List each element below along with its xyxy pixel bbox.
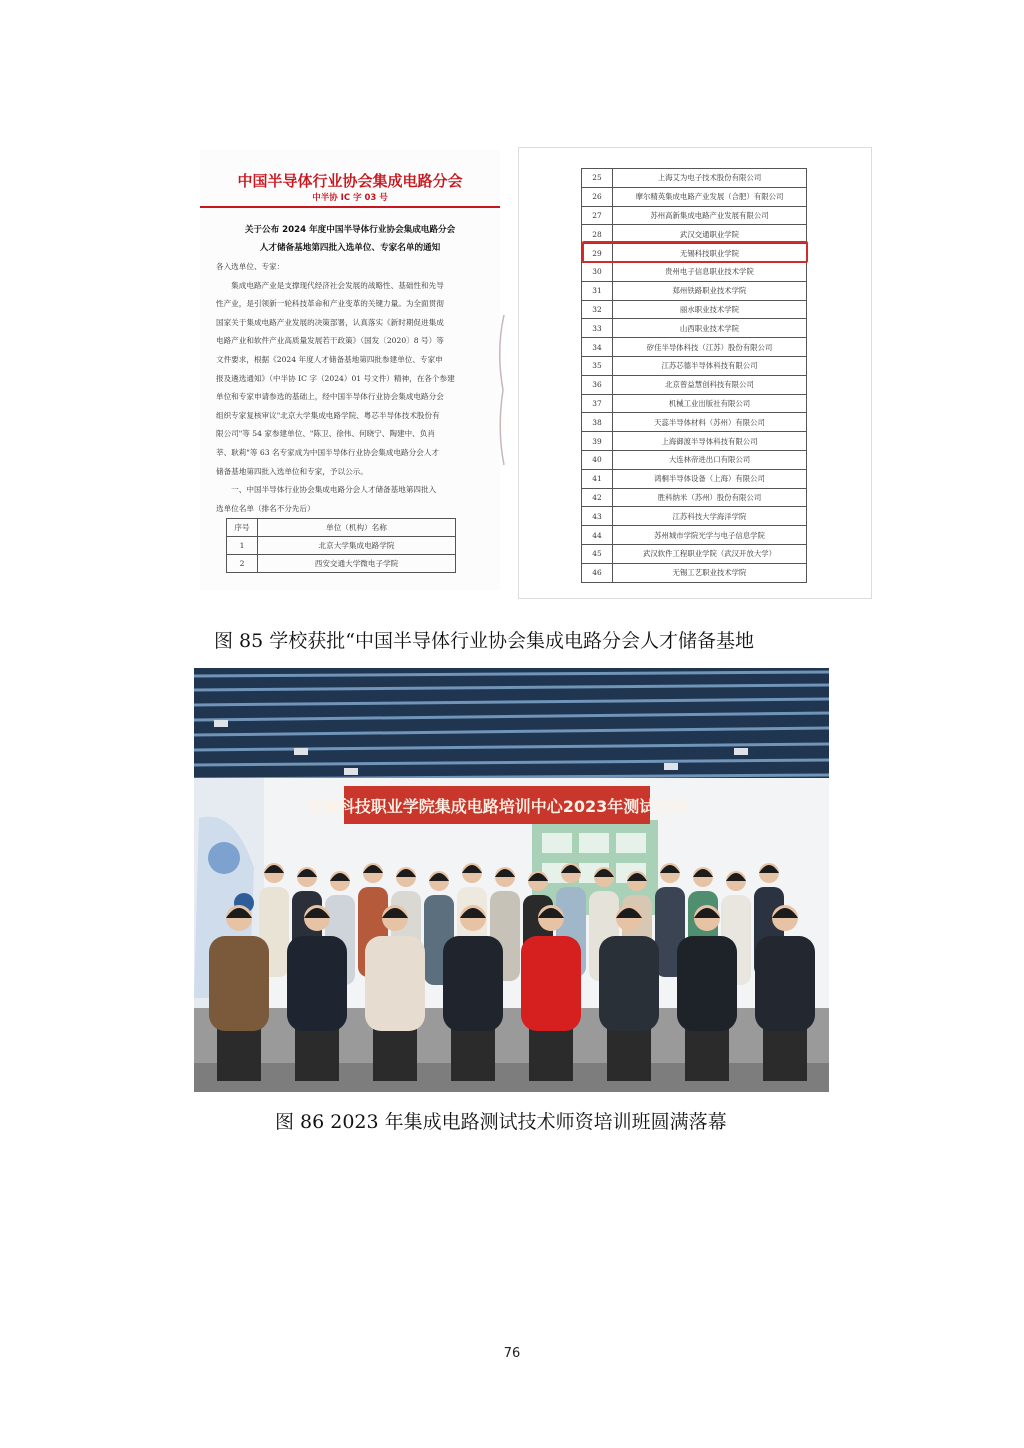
row-no: 27	[582, 206, 613, 225]
row-name: 郑州铁路职业技术学院	[613, 281, 807, 300]
person-body	[755, 936, 815, 1031]
notice-line: 报及遴选通知》（中半协 IC 字（2024）01 号文件）精神，在各个参建	[216, 373, 455, 383]
notice-line: 性产业，是引领新一轮科技革命和产业变革的关键力量。为全面贯彻	[216, 299, 444, 309]
person-legs	[529, 1026, 573, 1081]
header-name: 单位（机构）名称	[258, 519, 456, 537]
group-photo-illustration	[194, 668, 829, 1092]
row-no: 32	[582, 300, 613, 319]
notice-subject-line1: 关于公布 2024 年度中国半导体行业协会集成电路分会	[244, 225, 456, 235]
table-row	[582, 375, 807, 394]
row-name: 苏州高新集成电路产业发展有限公司	[613, 206, 807, 225]
person-legs	[763, 1026, 807, 1081]
notice-subject-line2: 人才储备基地第四批入选单位、专家名单的通知	[259, 243, 441, 253]
row-no: 46	[582, 563, 613, 582]
row-no: 38	[582, 413, 613, 432]
row-name: 大连林帝进出口有限公司	[613, 450, 807, 469]
row-name: 天蕊半导体材料（苏州）有限公司	[613, 413, 807, 432]
notice-red-rule	[200, 206, 500, 208]
notice-line: 储备基地第四批入选单位和专家，予以公示。	[216, 466, 368, 476]
row-name: 北京大学集成电路学院	[258, 537, 456, 555]
notice-document-image	[200, 150, 500, 590]
row-no: 30	[582, 262, 613, 281]
notice-line: 电路产业和软件产业高质量发展若干政策》（国发〔2020〕8 号）等	[216, 336, 444, 346]
group-photo	[194, 668, 829, 1092]
banner-text: 无锡科技职业学院集成电路培训中心2023年测试培训	[306, 797, 688, 816]
row-no: 1	[227, 537, 258, 555]
person-legs	[685, 1026, 729, 1081]
table-row	[582, 413, 807, 432]
table-row	[582, 319, 807, 338]
unit-list-table	[581, 168, 807, 583]
row-no: 44	[582, 526, 613, 545]
table-row	[582, 356, 807, 375]
row-name: 矽佳半导体科技（江苏）股份有限公司	[613, 338, 807, 357]
person-legs	[217, 1026, 261, 1081]
row-no: 40	[582, 450, 613, 469]
person-legs	[295, 1026, 339, 1081]
page-number: 76	[503, 1346, 521, 1361]
row-name: 鸿桐半导体设备（上海）有限公司	[613, 469, 807, 488]
figure-86-caption: 图 86 2023 年集成电路测试技术师资培训班圆满落幕	[275, 1111, 727, 1133]
row-name: 无锡工艺职业技术学院	[613, 563, 807, 582]
table-header-row	[227, 519, 456, 537]
row-name: 摩尔精英集成电路产业发展（合肥）有限公司	[613, 187, 807, 206]
table-row	[227, 555, 456, 573]
row-name: 上海艾为电子技术股份有限公司	[613, 169, 807, 188]
notice-line: 国家关于集成电路产业发展的决策部署，认真落实《新时期促进集成	[216, 317, 444, 327]
notice-line: 文件要求，根据《2024 年度人才储备基地第四批参建单位、专家申	[216, 354, 443, 364]
table-row	[582, 300, 807, 319]
row-name: 武汉软件工程职业学院（武汉开放大学）	[613, 544, 807, 563]
table-row	[582, 544, 807, 563]
row-name: 胜科纳米（苏州）股份有限公司	[613, 488, 807, 507]
notice-line: 选单位名单（排名不分先后）	[216, 503, 315, 513]
row-name: 苏州城市学院光学与电子信息学院	[613, 526, 807, 545]
person-body	[599, 936, 659, 1031]
table-row	[582, 432, 807, 451]
notice-org-title: 中国半导体行业协会集成电路分会	[237, 172, 463, 190]
notice-doc-number: 中半协 IC 字 03 号	[312, 193, 388, 203]
notice-line: 限公司"等 54 家参建单位、"陈卫、徐伟、何晓宁、陶建中、负肖	[216, 429, 435, 439]
table-row	[582, 488, 807, 507]
notice-line: 一、中国半导体行业协会集成电路分会人才储备基地第四批入	[216, 485, 437, 495]
row-name: 丽水职业技术学院	[613, 300, 807, 319]
row-name: 贵州电子信息职业技术学院	[613, 262, 807, 281]
figure-85-caption: 图 85 学校获批“中国半导体行业协会集成电路分会人才储备基地	[214, 630, 754, 652]
person-body	[209, 936, 269, 1031]
table-row	[582, 187, 807, 206]
notice-unit-table	[226, 518, 456, 573]
row-no: 35	[582, 356, 613, 375]
row-name: 机械工业出版社有限公司	[613, 394, 807, 413]
row-name: 西安交通大学微电子学院	[258, 555, 456, 573]
notice-line: 莘、耿莉"等 63 名专家成为中国半导体行业协会集成电路分会人才	[216, 447, 440, 457]
notice-line: 组织专家复核审议"北京大学集成电路学院、粤芯半导体技术股份有	[216, 410, 440, 420]
row-no: 33	[582, 319, 613, 338]
row-no: 29	[582, 244, 613, 263]
row-no: 42	[582, 488, 613, 507]
row-no: 34	[582, 338, 613, 357]
table-row	[582, 394, 807, 413]
row-no: 36	[582, 375, 613, 394]
row-no: 37	[582, 394, 613, 413]
row-no: 31	[582, 281, 613, 300]
stamp-edge-decoration	[494, 310, 508, 470]
table-row	[582, 563, 807, 582]
notice-line: 集成电路产业是支撑现代经济社会发展的战略性、基础性和先导	[216, 280, 444, 290]
row-name: 上海御渡半导体科技有限公司	[613, 432, 807, 451]
row-no: 2	[227, 555, 258, 573]
table-row	[227, 537, 456, 555]
person-legs	[373, 1026, 417, 1081]
table-row	[582, 169, 807, 188]
person-body	[365, 936, 425, 1031]
row-no: 26	[582, 187, 613, 206]
highlight-box	[582, 241, 808, 263]
table-row	[582, 262, 807, 281]
notice-line: 各入选单位、专家：	[216, 262, 285, 271]
person-body	[287, 936, 347, 1031]
row-no: 45	[582, 544, 613, 563]
person-legs	[607, 1026, 651, 1081]
person-legs	[451, 1026, 495, 1081]
row-no: 25	[582, 169, 613, 188]
row-name: 江苏芯德半导体科技有限公司	[613, 356, 807, 375]
table-row	[582, 281, 807, 300]
table-row	[582, 206, 807, 225]
person-body	[677, 936, 737, 1031]
row-name: 无锡科技职业学院	[613, 244, 807, 263]
header-no: 序号	[227, 519, 258, 537]
table-row	[582, 450, 807, 469]
row-no: 28	[582, 225, 613, 244]
table-row	[582, 507, 807, 526]
row-name: 山西职业技术学院	[613, 319, 807, 338]
person-body	[443, 936, 503, 1031]
row-name: 江苏科技大学海洋学院	[613, 507, 807, 526]
row-name: 北京曾益慧创科技有限公司	[613, 375, 807, 394]
unit-list-document-image	[518, 147, 872, 599]
row-no: 41	[582, 469, 613, 488]
notice-body	[216, 258, 478, 518]
table-row	[582, 526, 807, 545]
notice-line: 单位和专家申请参选的基础上，经中国半导体行业协会集成电路分会	[216, 392, 444, 402]
person-body	[521, 936, 581, 1031]
row-no: 39	[582, 432, 613, 451]
table-row	[582, 338, 807, 357]
row-name: 武汉交通职业学院	[613, 225, 807, 244]
table-row	[582, 469, 807, 488]
row-no: 43	[582, 507, 613, 526]
